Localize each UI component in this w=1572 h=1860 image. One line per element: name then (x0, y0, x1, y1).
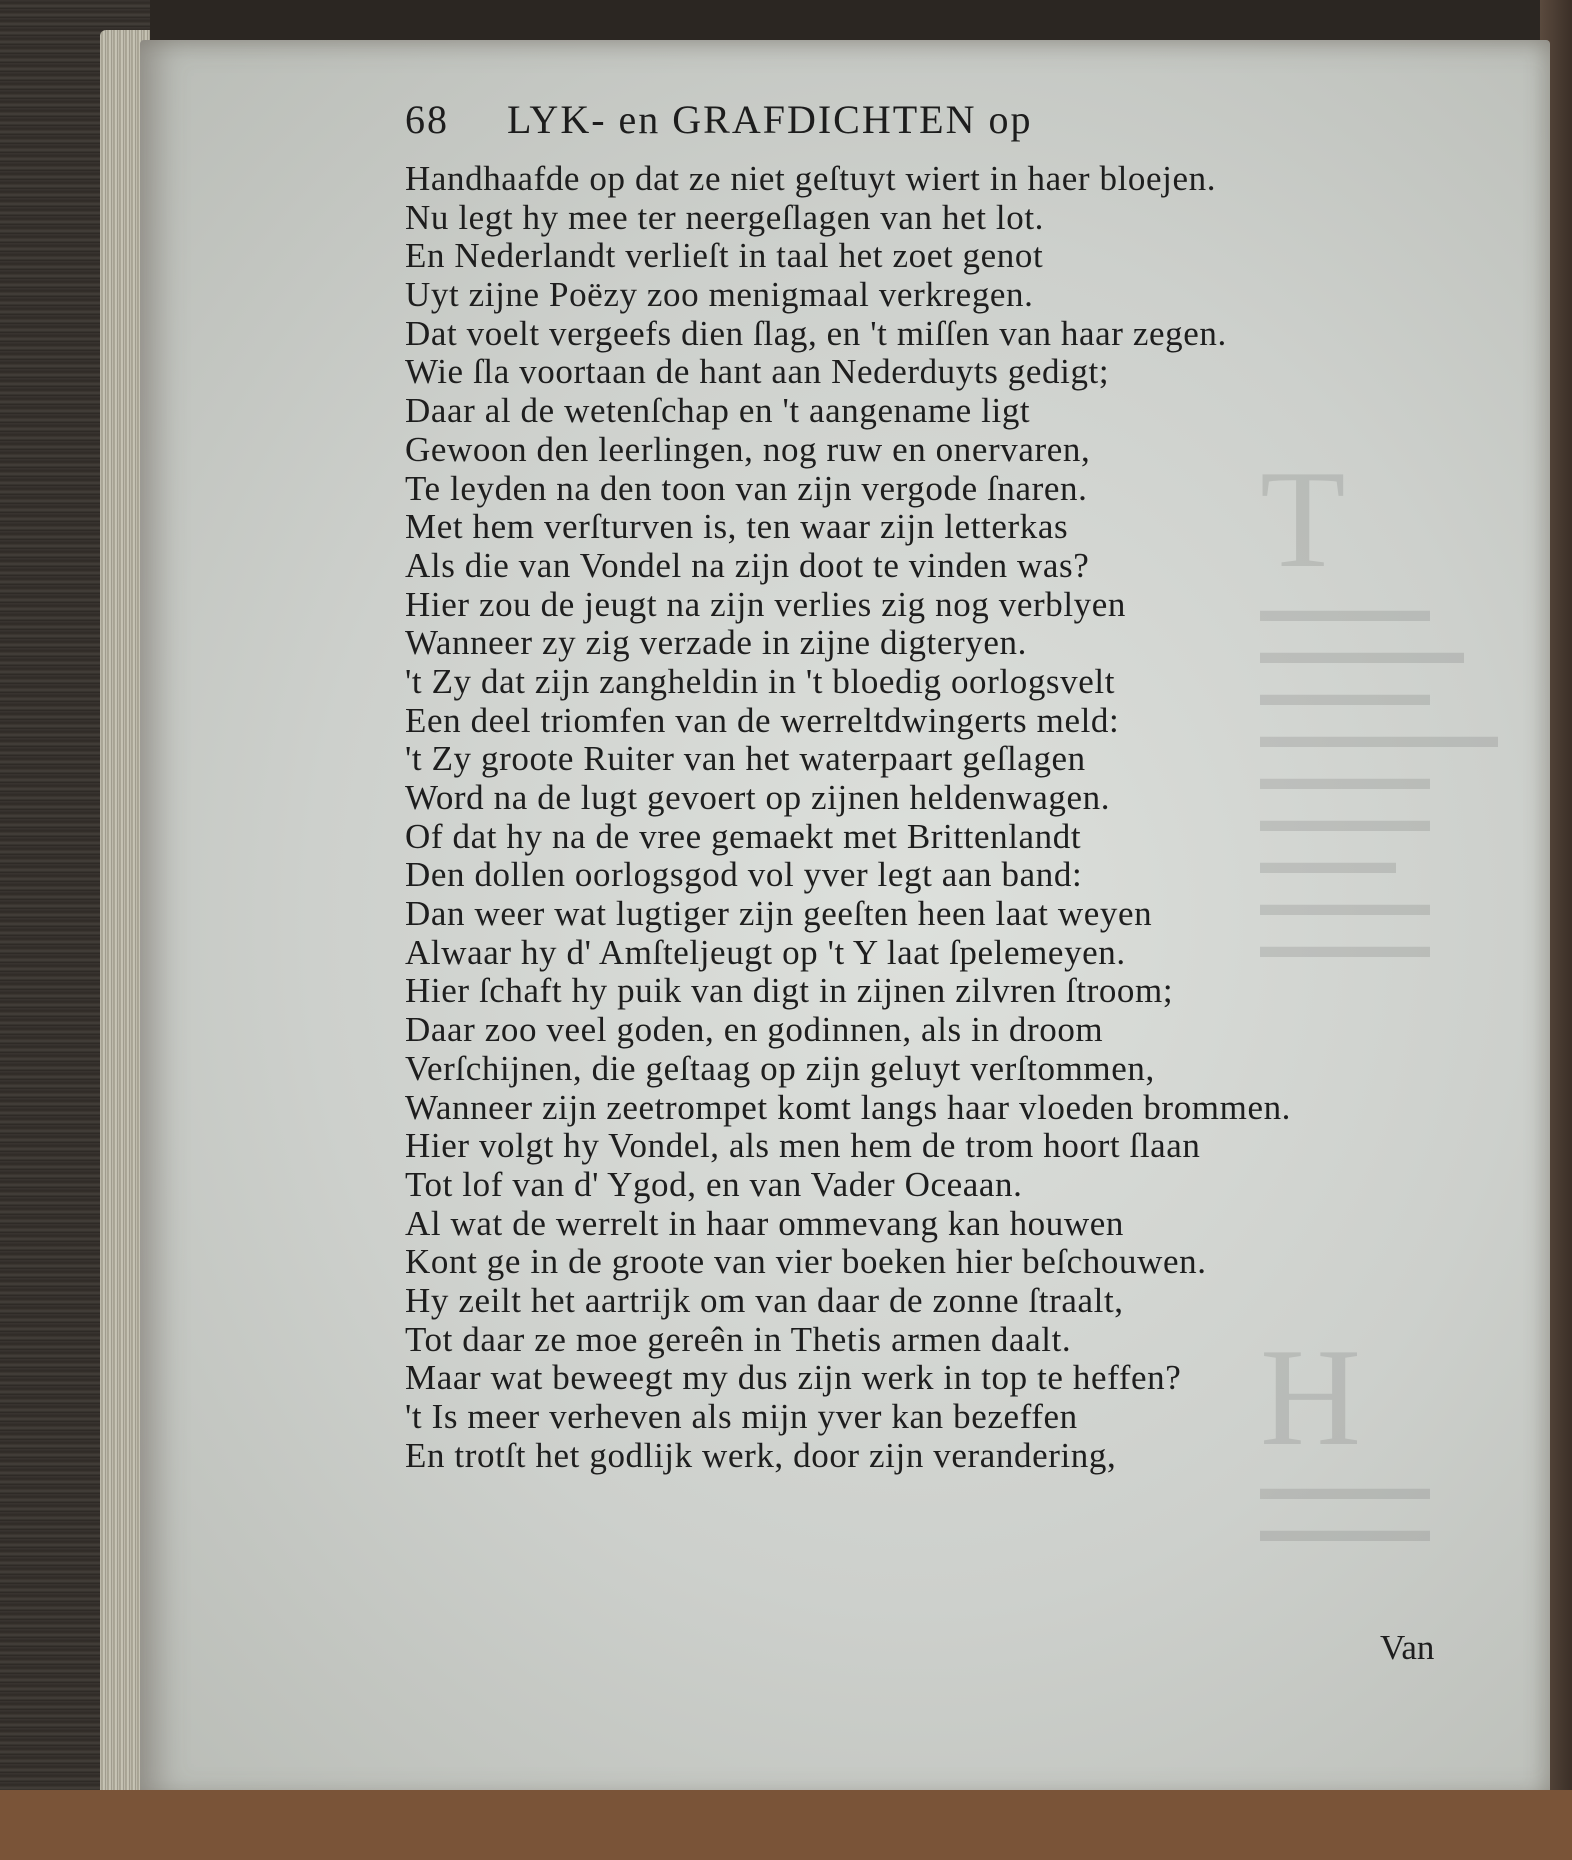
poem-line: Of dat hy na de vree gemaekt met Brittenlandt (405, 816, 1082, 856)
poem-line: Al wat de werrelt in haar ommevang kan houwen (405, 1203, 1124, 1243)
running-header (405, 96, 1305, 146)
poem-line: Hier zou de jeugt na zijn verlies zig nog verblyen (405, 584, 1127, 624)
cloth-background (0, 1790, 1572, 1860)
poem-line: Gewoon den leerlingen, nog ruw en onervaren, (405, 429, 1091, 469)
poem-line: Nu legt hy mee ter neergeſlagen van het lot. (405, 197, 1045, 237)
poem-line: Kont ge in de groote van vier boeken hier beſchouwen. (405, 1242, 1207, 1282)
poem-line: Wie ſla voortaan de hant aan Nederduyts gedigt; (405, 352, 1110, 392)
poem-line: Wanneer zijn zeetrompet komt langs haar vloeden brommen. (405, 1087, 1292, 1127)
poem-line: Hy zeilt het aartrijk om van daar de zonne ſtraalt, (405, 1280, 1124, 1320)
poem-line: En trotſt het godlijk werk, door zijn verandering, (405, 1435, 1117, 1475)
poem-line: Daar al de wetenſchap en 't aangename ligt (405, 391, 1031, 431)
poem-line: Hier volgt hy Vondel, als men hem de trom hoort ſlaan (405, 1126, 1201, 1166)
poem-line: Verſchijnen, die geſtaag op zijn geluyt verſtommen, (405, 1048, 1155, 1088)
poem-line: 't Is meer verheven als mijn yver kan bezeffen (405, 1397, 1078, 1436)
poem-line: Tot lof van d' Ygod, en van Vader Oceaan. (405, 1164, 1023, 1204)
poem-line: Maar wat beweegt my dus zijn werk in top te heffen? (405, 1358, 1182, 1398)
poem-line: Den dollen oorlogsgod vol yver legt aan band: (405, 855, 1083, 895)
poem-line: 't Zy groote Ruiter van het waterpaart geſlagen (405, 739, 1086, 779)
poem-line: Een deel triomfen van de werreltdwingerts meld: (405, 700, 1120, 740)
poem-line: Daar zoo veel goden, en godinnen, als in droom (405, 1010, 1104, 1050)
poem-line: Tot daar ze moe gereên in Thetis armen daalt. (405, 1319, 1072, 1359)
poem-line: Hier ſchaft hy puik van digt in zijnen zilvren ſtroom; (405, 971, 1174, 1011)
poem-line: Dan weer wat lugtiger zijn geeſten heen laat weyen (405, 894, 1153, 934)
poem-line: Handhaafde op dat ze niet geſtuyt wiert in haer bloejen. (405, 159, 1217, 198)
poem-line: Word na de lugt gevoert op zijnen heldenwagen. (405, 778, 1111, 817)
poem-line: 't Zy dat zijn zangheldin in 't bloedig oorlogsvelt (405, 661, 1116, 701)
poem-line: Wanneer zy zig verzade in zijne digteryen. (405, 623, 1027, 663)
poem-line: En Nederlandt verlieſt in taal het zoet genot (405, 236, 1044, 276)
running-title: LYK- en GRAFDICHTEN op (507, 97, 1033, 142)
catchword: Van (1380, 1628, 1435, 1667)
poem-line: Met hem verſturven is, ten waar zijn letterkas (405, 507, 1069, 547)
poem-text (405, 160, 1425, 1475)
page-number: 68 (405, 97, 449, 142)
poem-line: Als die van Vondel na zijn doot te vinden was? (405, 545, 1090, 585)
poem-line: Dat voelt vergeefs dien ſlag, en 't miſſen van haar zegen. (405, 313, 1227, 353)
poem-line: Uyt zijne Poëzy zoo menigmaal verkregen. (405, 275, 1034, 315)
poem-line: Te leyden na den toon van zijn vergode ſnaren. (405, 468, 1088, 508)
poem-line: Alwaar hy d' Amſteljeugt op 't Y laat ſpelemeyen. (405, 932, 1126, 972)
